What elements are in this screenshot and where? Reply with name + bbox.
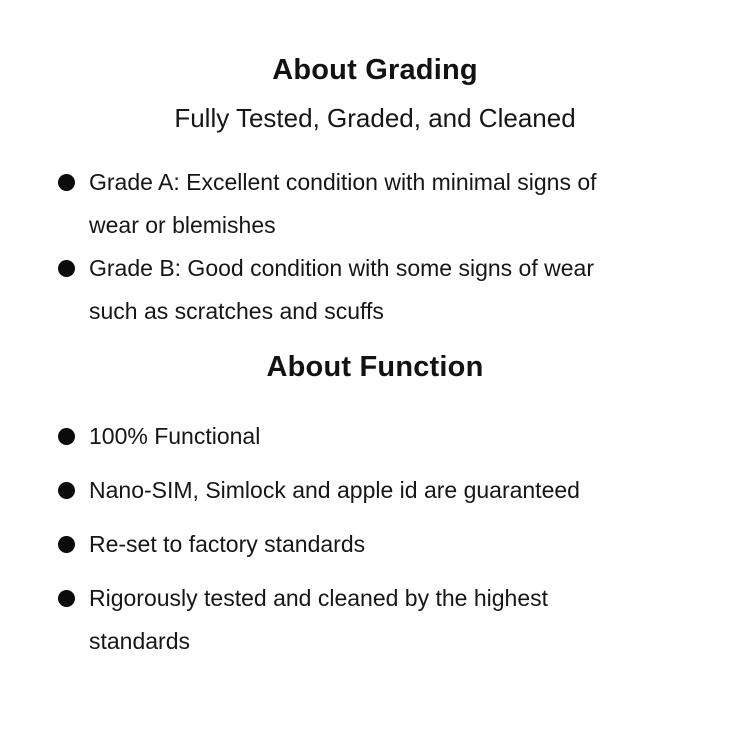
list-item-text: [89, 577, 704, 663]
text-line: Nano-SIM, Simlock and apple id are guaranteed: [89, 477, 580, 503]
bullet-icon: [58, 482, 75, 499]
list-item-text: [89, 415, 704, 458]
text-line: Re-set to factory standards: [89, 531, 366, 557]
grading-bullet-list: [0, 161, 750, 333]
about-grading-section: [0, 52, 750, 333]
list-item-functional: [58, 415, 704, 458]
text-line: Rigorously tested and cleaned by the highest: [89, 585, 549, 611]
about-grading-title: About Grading: [272, 54, 478, 86]
about-function-section: [0, 349, 750, 663]
list-item-text: [89, 161, 704, 247]
list-item-text: [89, 469, 704, 512]
list-item-text: [89, 523, 704, 566]
grading-subtitle: Fully Tested, Graded, and Cleaned: [174, 103, 576, 133]
list-item-sim-guarantee: [58, 469, 704, 512]
text-line: such as scratches and scuffs: [89, 298, 384, 324]
text-line: wear or blemishes: [89, 212, 276, 238]
about-function-title: About Function: [266, 351, 484, 383]
function-bullet-list: [0, 415, 750, 663]
list-item-tested-cleaned: [58, 577, 704, 663]
bullet-icon: [58, 428, 75, 445]
text-line: Grade B: Good condition with some signs of wear: [89, 255, 594, 281]
list-item-factory-reset: [58, 523, 704, 566]
bullet-icon: [58, 536, 75, 553]
text-line: 100% Functional: [89, 423, 261, 449]
list-item-text: [89, 247, 704, 333]
list-item-grade-a: [58, 161, 704, 247]
list-item-grade-b: [58, 247, 704, 333]
text-line: Grade A: Excellent condition with minimal signs of: [89, 169, 597, 195]
text-line: standards: [89, 628, 191, 654]
bullet-icon: [58, 590, 75, 607]
bullet-icon: [58, 174, 75, 191]
bullet-icon: [58, 260, 75, 277]
